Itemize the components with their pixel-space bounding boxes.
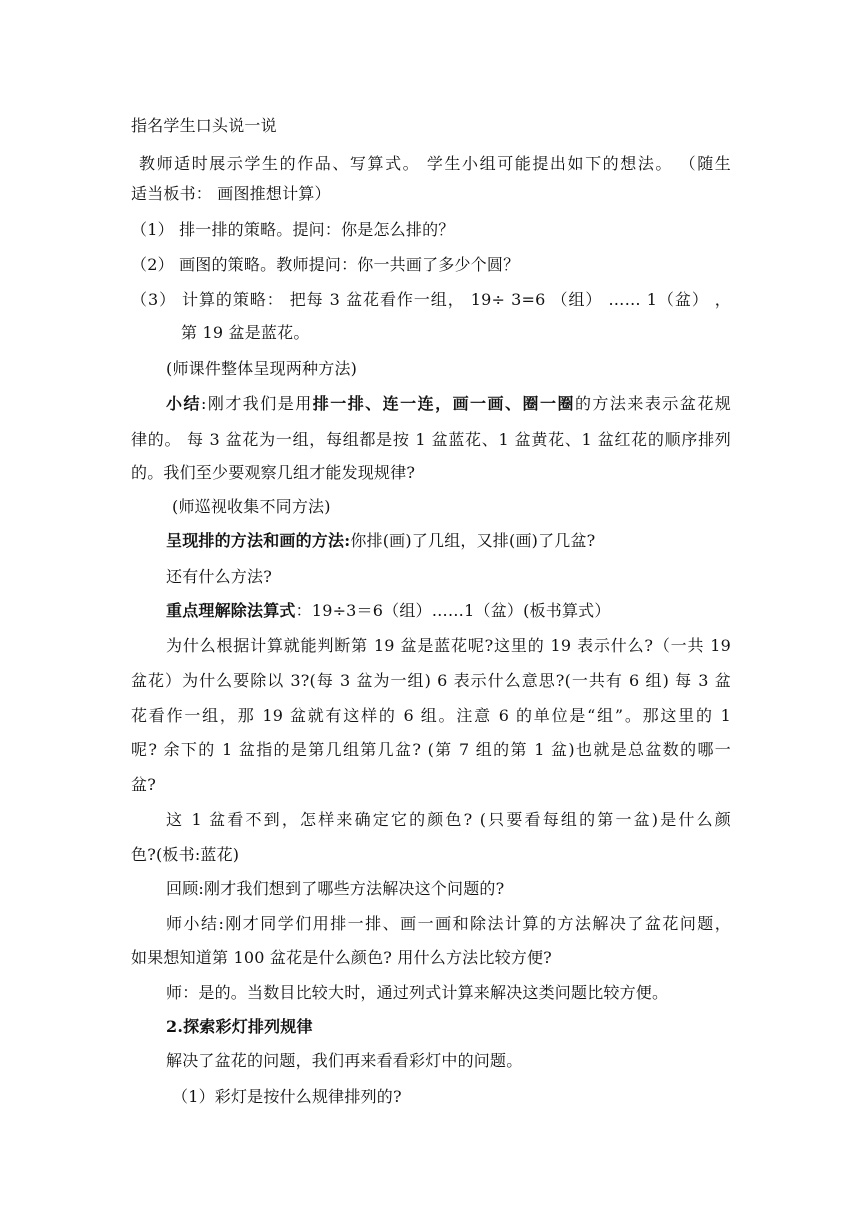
text-span: ：19÷3＝6（组）……1（盆）(板书算式） xyxy=(295,601,611,620)
text-line: 回顾:刚才我们想到了哪些方法解决这个问题的? xyxy=(166,879,505,898)
text-line: 教师适时展示学生的作品、写算式。 学生小组可能提出如下的想法。 （随生 xyxy=(139,154,731,173)
text-line: 还有什么方法? xyxy=(166,567,272,586)
text-line: (师巡视收集不同方法) xyxy=(172,497,331,516)
text-line: （1）彩灯是按什么规律排列的? xyxy=(172,1087,402,1106)
text-span: 你排(画)了几组，又排(画)了几盆? xyxy=(350,531,596,550)
text-line: 指名学生口头说一说 xyxy=(131,116,277,135)
text-line: （3） 计算的策略： 把每 3 盆花看作一组， 19÷ 3=6 （组） …… 1（盆） ， xyxy=(131,290,731,309)
text-line xyxy=(166,530,595,552)
text-line: 师：是的。当数目比较大时，通过列式计算来解决这类问题比较方便。 xyxy=(166,983,669,1002)
text-line: 盆花）为什么要除以 3?(每 3 盆为一组) 6 表示什么意思?(一共有 6 组) 每 3 盆 xyxy=(131,671,731,690)
text-line: 解决了盆花的问题，我们再来看看彩灯中的问题。 xyxy=(166,1051,523,1070)
text-line xyxy=(166,600,611,622)
text-line: (师课件整体呈现两种方法) xyxy=(166,359,358,378)
text-line: （2） 画图的策略。教师提问：你一共画了多少个圆？ xyxy=(131,255,520,274)
bold-heading: 呈现排的方法和画的方法: xyxy=(166,531,351,550)
text-line: 适当板书： 画图推想计算） xyxy=(131,184,331,203)
text-line: 花看作一组，那 19 盆就有这样的 6 组。注意 6 的单位是“组”。那这里的 1 xyxy=(131,706,731,725)
summary-line xyxy=(166,393,731,415)
text-line: 师小结:刚才同学们用排一排、画一画和除法计算的方法解决了盆花问题， xyxy=(166,914,731,933)
summary-label: 小结 xyxy=(166,394,201,413)
text-line: （1） 排一排的策略。提问：你是怎么排的？ xyxy=(131,220,455,239)
text-span: :刚才我们是用 xyxy=(200,394,313,413)
text-line: 为什么根据计算就能判断第 19 盆是蓝花呢?这里的 19 表示什么?（一共 19 xyxy=(166,636,731,655)
text-line: 的。我们至少要观察几组才能发现规律? xyxy=(131,463,416,482)
text-line: 这 1 盆看不到，怎样来确定它的颜色? (只要看每组的第一盆)是什么颜 xyxy=(166,810,731,829)
text-line: 律的。 每 3 盆花为一组，每组都是按 1 盆蓝花、1 盆黄花、1 盆红花的顺序排列 xyxy=(131,430,731,449)
text-line: 第 19 盆是蓝花。 xyxy=(181,323,310,342)
text-line: 色?(板书:蓝花) xyxy=(131,845,240,864)
section-heading: 2.探索彩灯排列规律 xyxy=(166,1017,313,1036)
text-line: 盆? xyxy=(131,775,156,794)
text-line: 呢? 余下的 1 盆指的是第几组第几盆? (第 7 组的第 1 盆)也就是总盆数的哪一 xyxy=(131,740,731,759)
methods-emphasis: 排一排、连一连，画一画、圈一圈 xyxy=(312,394,575,413)
text-line: 如果想知道第 100 盆花是什么颜色? 用什么方法比较方便? xyxy=(131,948,552,967)
text-span: 的方法来表示盆花规 xyxy=(574,394,731,413)
bold-heading: 重点理解除法算式 xyxy=(166,601,296,620)
